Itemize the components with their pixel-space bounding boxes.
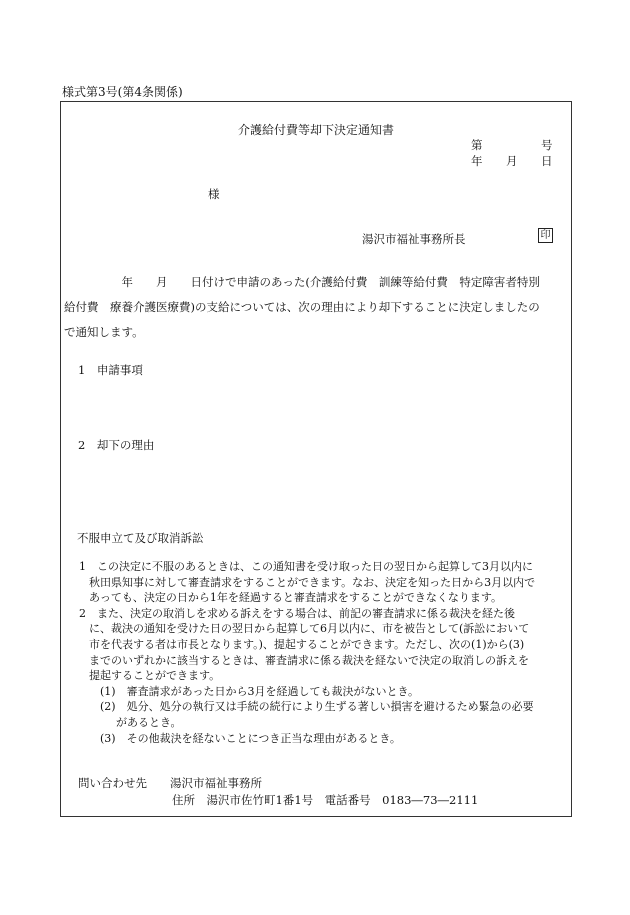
- appeal-notes: [79, 559, 571, 746]
- appeal-note-line: (1) 審査請求があった日から3月を経過しても裁決がないとき。: [89, 684, 420, 698]
- date-day-label: 日: [541, 154, 553, 168]
- appeal-note-line: に、裁決の通知を受けた日の翌日から起算して6月以内に、市を被告として(訴訟において: [89, 622, 530, 636]
- notice-body-line: で通知します。: [64, 325, 144, 339]
- contact-office: 湯沢市福祉事務所: [170, 776, 262, 790]
- appeal-note-line: 秋田県知事に対して審査請求をすることができます。なお、決定を知った日から3月以内で: [89, 575, 536, 589]
- document-title: 介護給付費等却下決定通知書: [238, 123, 395, 137]
- date-year-label: 年: [471, 154, 483, 168]
- appeal-note-line: (2) 処分、処分の執行又は手続の続行により生ずる著しい損害を避けるため緊急の必要: [89, 700, 534, 714]
- contact-label: 問い合わせ先: [78, 776, 147, 790]
- appeal-note-line: までのいずれかに該当するときは、審査請求に係る裁決を経ないで決定の取消しの訴えを: [89, 653, 529, 667]
- appeal-note-line: 2 また、決定の取消しを求める訴えをする場合は、前記の審査請求に係る裁決を経た後: [79, 606, 515, 620]
- contact-address: 住所 湯沢市佐竹町1番1号 電話番号 0183―73―2111: [172, 793, 479, 807]
- notice-body-line: 給付費 療養介護医療費)の支給については、次の理由により却下することに決定しましたの: [64, 300, 540, 314]
- appeal-note-line: があるとき。: [116, 715, 182, 729]
- notice-body: [64, 270, 566, 345]
- appeal-note-line: 提起することができます。: [89, 669, 221, 683]
- seal-stamp-box: 印: [538, 228, 553, 243]
- number-suffix-label: 号: [541, 138, 553, 152]
- sender-name: 湯沢市福祉事務所長: [362, 232, 466, 246]
- form-number-label: 様式第3号(第4条関係): [62, 85, 183, 99]
- date-month-label: 月: [506, 154, 518, 168]
- appeal-section-title: 不服申立て及び取消訴訟: [77, 531, 204, 545]
- rejection-reason-heading: 2 却下の理由: [78, 438, 155, 452]
- appeal-note-line: あっても、決定の日から1年を経過すると審査請求をすることができなくなります。: [89, 591, 503, 605]
- notice-body-line: 年 月 日付けで申請のあった(介護給付費 訓練等給付費 特定障害者特別: [64, 275, 540, 289]
- appeal-note-line: 市を代表する者は市長となります。)、提起することができます。ただし、次の(1)から(3): [89, 637, 525, 651]
- appeal-note-line: (3) その他裁決を経ないことにつき正当な理由があるとき。: [89, 731, 401, 745]
- recipient-honorific: 様: [208, 187, 220, 201]
- appeal-note-line: 1 この決定に不服のあるときは、この通知書を受け取った日の翌日から起算して3月以内に: [79, 560, 533, 573]
- application-items-heading: 1 申請事項: [78, 363, 143, 377]
- number-prefix-label: 第: [471, 138, 483, 152]
